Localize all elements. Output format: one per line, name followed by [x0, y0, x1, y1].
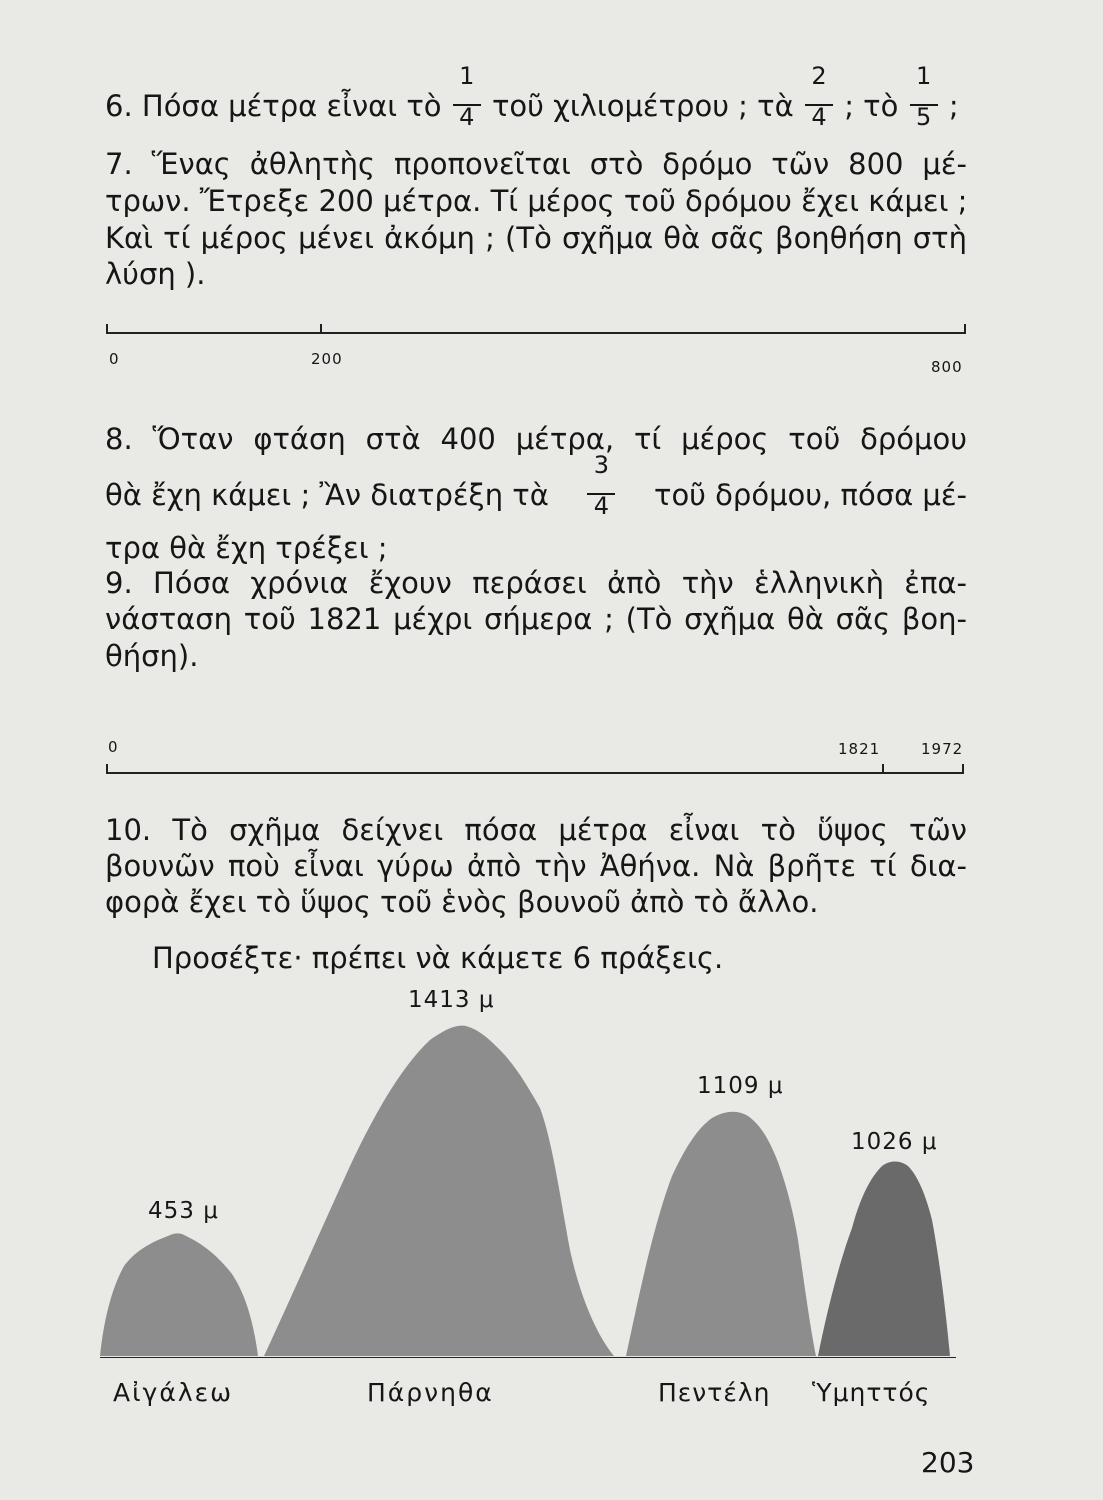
mountain-aigaleo-name: Αἰγάλεω — [113, 1378, 234, 1407]
question-8-line-1: 8. Ὅταν φτάση στὰ 400 μέτρα, τί μέρος τοῦ δρόμου — [105, 422, 967, 456]
track-scale-label-200: 200 — [311, 350, 343, 368]
question-7-line-1: 7. Ἕνας ἀθλητὴς προπονεῖται στὸ δρόμο τῶν 800 μέ- — [105, 147, 967, 181]
mountain-penteli-shape — [626, 1112, 816, 1356]
mountain-aigaleo-height: 453 μ — [148, 1198, 219, 1224]
question-8-text-after: τοῦ δρόμου, πόσα μέ- — [653, 478, 967, 512]
page-number: 203 — [921, 1446, 975, 1479]
question-6-text-before: 6. Πόσα μέτρα εἶναι τὸ — [105, 89, 442, 123]
fraction-denominator: 4 — [459, 103, 475, 131]
mountain-parnitha-height: 1413 μ — [408, 987, 495, 1013]
mountain-ymittos-height: 1026 μ — [851, 1129, 938, 1155]
question-9-line-1: 9. Πόσα χρόνια ἔχουν περάσει ἀπὸ τὴν ἑλληνικὴ ἐπα- — [105, 566, 967, 600]
mountain-parnitha-name: Πάρνηθα — [367, 1378, 494, 1407]
question-6-text-middle: τοῦ χιλιομέτρου ; τὰ — [491, 89, 794, 123]
mountain-parnitha-shape — [264, 1026, 614, 1356]
question-7-line-4: λύση ). — [105, 257, 206, 291]
fraction-numerator: 2 — [811, 62, 827, 90]
question-10-line-2: βουνῶν ποὺ εἶναι γύρω ἀπὸ τὴν Ἀθήνα. Νὰ βρῆτε τί δια- — [105, 849, 967, 883]
question-7-line-2: τρων. Ἔτρεξε 200 μέτρα. Τί μέρος τοῦ δρόμου ἔχει κάμει ; — [105, 184, 968, 218]
question-8-text-before: θὰ ἔχη κάμει ; Ἂν διατρέξη τὰ — [105, 478, 549, 512]
timeline-label-1972: 1972 — [921, 740, 964, 758]
mountain-ymittos-shape — [818, 1162, 950, 1357]
timeline-label-1821: 1821 — [838, 740, 881, 758]
track-scale-label-800: 800 — [931, 358, 963, 376]
question-9-line-2: νάσταση τοῦ 1821 μέχρι σήμερα ; (Τὸ σχῆμα θὰ σᾶς βοη- — [105, 602, 967, 636]
mountain-baseline — [100, 1357, 956, 1358]
timeline-label-0: 0 — [108, 738, 119, 756]
question-10-hint: Προσέξτε· πρέπει νὰ κάμετε 6 πράξεις. — [152, 941, 724, 975]
question-10-line-1: 10. Τὸ σχῆμα δείχνει πόσα μέτρα εἶναι τὸ ὕψος τῶν — [105, 813, 967, 847]
fraction-denominator: 4 — [811, 103, 827, 131]
mountain-ymittos-name: Ὑμηττός — [812, 1378, 931, 1407]
question-8-line-3: τρα θὰ ἔχη τρέξει ; — [105, 531, 388, 565]
mountain-penteli-height: 1109 μ — [697, 1073, 784, 1099]
mountain-penteli-name: Πεντέλη — [658, 1378, 771, 1407]
question-6-separator: ; τὸ — [844, 89, 899, 123]
track-scale-label-0: 0 — [109, 350, 120, 368]
fraction-numerator: 1 — [459, 62, 475, 90]
mountain-aigaleo-shape — [100, 1233, 258, 1356]
fraction-denominator: 4 — [593, 492, 610, 520]
fraction-numerator: 1 — [915, 62, 932, 90]
question-7-line-3: Καὶ τί μέρος μένει ἀκόμη ; (Τὸ σχῆμα θὰ σᾶς βοηθήση στὴ — [105, 221, 967, 255]
fraction-denominator: 5 — [915, 103, 932, 131]
question-6-end: ; — [948, 89, 959, 123]
question-9-line-3: θήση). — [105, 639, 199, 673]
fraction-numerator: 3 — [593, 451, 610, 479]
question-10-line-3: φορὰ ἔχει τὸ ὕψος τοῦ ἑνὸς βουνοῦ ἀπὸ τὸ ἄλλο. — [105, 885, 819, 919]
